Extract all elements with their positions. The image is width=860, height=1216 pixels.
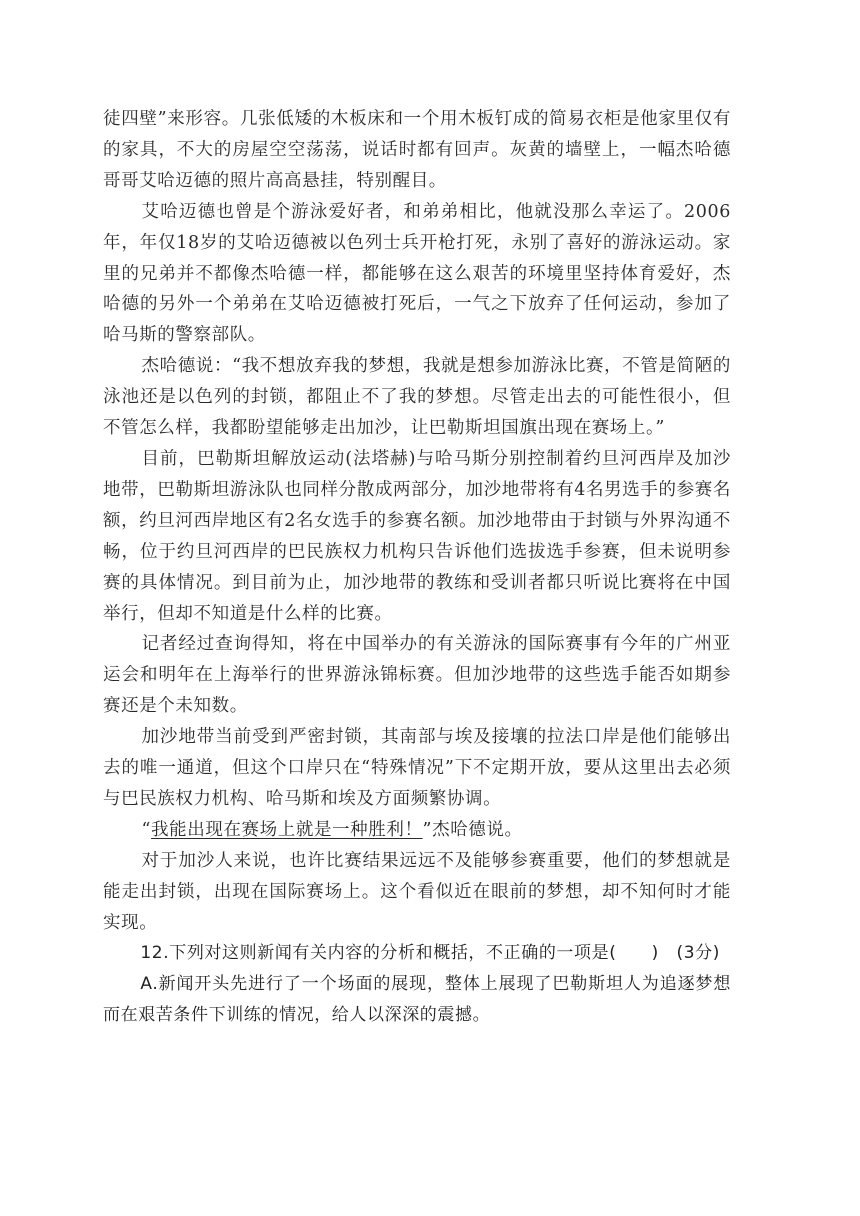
question-stem: 12.下列对这则新闻有关内容的分析和概括，不正确的一项是( ) (3分) — [140, 943, 720, 964]
quote-open-mark: “ — [141, 819, 152, 840]
quote-paragraph — [103, 815, 731, 846]
underlined-quote: 我能出现在赛场上就是一种胜利！ — [151, 819, 423, 840]
article-paragraph: 徒四壁”来形容。几张低矮的木板床和一个用木板钉成的简易衣柜是他家里仅有的家具，不大的房屋空空荡荡，说话时都有回声。灰黄的墙壁上，一幅杰哈德哥哥艾哈迈德的照片高高悬挂，特别醒目。 — [103, 109, 731, 191]
article-paragraph: 杰哈德说：“我不想放弃我的梦想，我就是想参加游泳比赛，不管是简陋的泳池还是以色列的封锁，都阻止不了我的梦想。尽管走出去的可能性很小，但不管怎么样，我都盼望能够走出加沙，让巴勒斯坦国旗出现在赛场上。” — [103, 356, 731, 439]
quote-attribution: ”杰哈德说。 — [422, 819, 523, 840]
news-article — [103, 104, 731, 1031]
question-option-a: A.新闻开头先进行了一个场面的展现，整体上展现了巴勒斯坦人为追逐梦想而在艰苦条件下训练的情况，给人以深深的震撼。 — [103, 974, 731, 1026]
article-paragraph: 对于加沙人来说，也许比赛结果远远不及能够参赛重要，他们的梦想就是能走出封锁，出现在国际赛场上。这个看似近在眼前的梦想，却不知何时才能实现。 — [103, 850, 731, 933]
article-paragraph: 记者经过查询得知，将在中国举办的有关游泳的国际赛事有今年的广州亚运会和明年在上海举行的世界游泳锦标赛。但加沙地带的这些选手能否如期参赛还是个未知数。 — [103, 634, 731, 717]
article-paragraph: 加沙地带当前受到严密封锁，其南部与埃及接壤的拉法口岸是他们能够出去的唯一通道，但这个口岸只在“特殊情况”下不定期开放，要从这里出去必须与巴民族权力机构、哈马斯和埃及方面频繁协调。 — [103, 727, 731, 809]
article-paragraph: 艾哈迈德也曾是个游泳爱好者，和弟弟相比，他就没那么幸运了。2006年，年仅18岁的艾哈迈德被以色列士兵开枪打死，永别了喜好的游泳运动。家里的兄弟并不都像杰哈德一样，都能够在这么艰苦的环境里坚持体育爱好，杰哈德的另外一个弟弟在艾哈迈德被打死后，一气之下放弃了任何运动，参加了哈马斯的警察部队。 — [103, 201, 731, 346]
article-paragraph: 目前，巴勒斯坦解放运动(法塔赫)与哈马斯分别控制着约旦河西岸及加沙地带，巴勒斯坦游泳队也同样分散成两部分，加沙地带将有4名男选手的参赛名额，约旦河西岸地区有2名女选手的参赛名额。加沙地带由于封锁与外界沟通不畅，位于约旦河西岸的巴民族权力机构只告诉他们选拔选手参赛，但未说明参赛的具体情况。到目前为止，加沙地带的教练和受训者都只听说比赛将在中国举行，但却不知道是什么样的比赛。 — [103, 448, 731, 624]
